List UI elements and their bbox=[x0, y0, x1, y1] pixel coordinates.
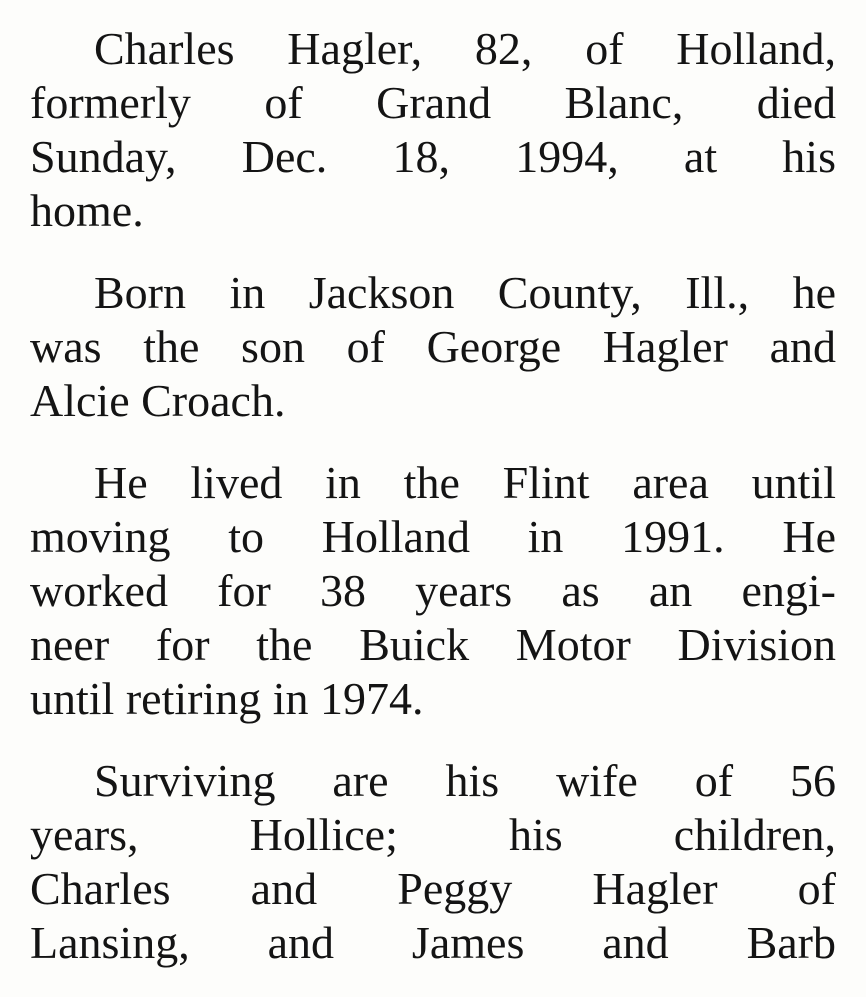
text-line: years, Hollice; his children, bbox=[30, 809, 836, 860]
text-line: Charles and Peggy Hagler of bbox=[30, 863, 836, 914]
paragraph-1 bbox=[30, 22, 836, 238]
text-line: Sunday, Dec. 18, 1994, at his bbox=[30, 131, 836, 182]
text-line: Lansing, and James and Barb bbox=[30, 917, 836, 968]
text-line: home. bbox=[30, 185, 144, 236]
text-line: until retiring in 1974. bbox=[30, 673, 424, 724]
text-line: moving to Holland in 1991. He bbox=[30, 511, 836, 562]
paragraph-4 bbox=[30, 754, 836, 970]
text-line: neer for the Buick Motor Division bbox=[30, 619, 836, 670]
paragraph-3 bbox=[30, 456, 836, 726]
text-line: Alcie Croach. bbox=[30, 375, 286, 426]
paragraph-2 bbox=[30, 266, 836, 428]
obituary-column bbox=[30, 22, 836, 997]
text-line: was the son of George Hagler and bbox=[30, 321, 836, 372]
text-line: Surviving are his wife of 56 bbox=[94, 755, 836, 806]
text-line: Charles Hagler, 82, of Holland, bbox=[94, 23, 836, 74]
text-line: formerly of Grand Blanc, died bbox=[30, 77, 836, 128]
text-line: worked for 38 years as an engi- bbox=[30, 565, 836, 616]
text-line: He lived in the Flint area until bbox=[94, 457, 836, 508]
text-line: Born in Jackson County, Ill., he bbox=[94, 267, 836, 318]
